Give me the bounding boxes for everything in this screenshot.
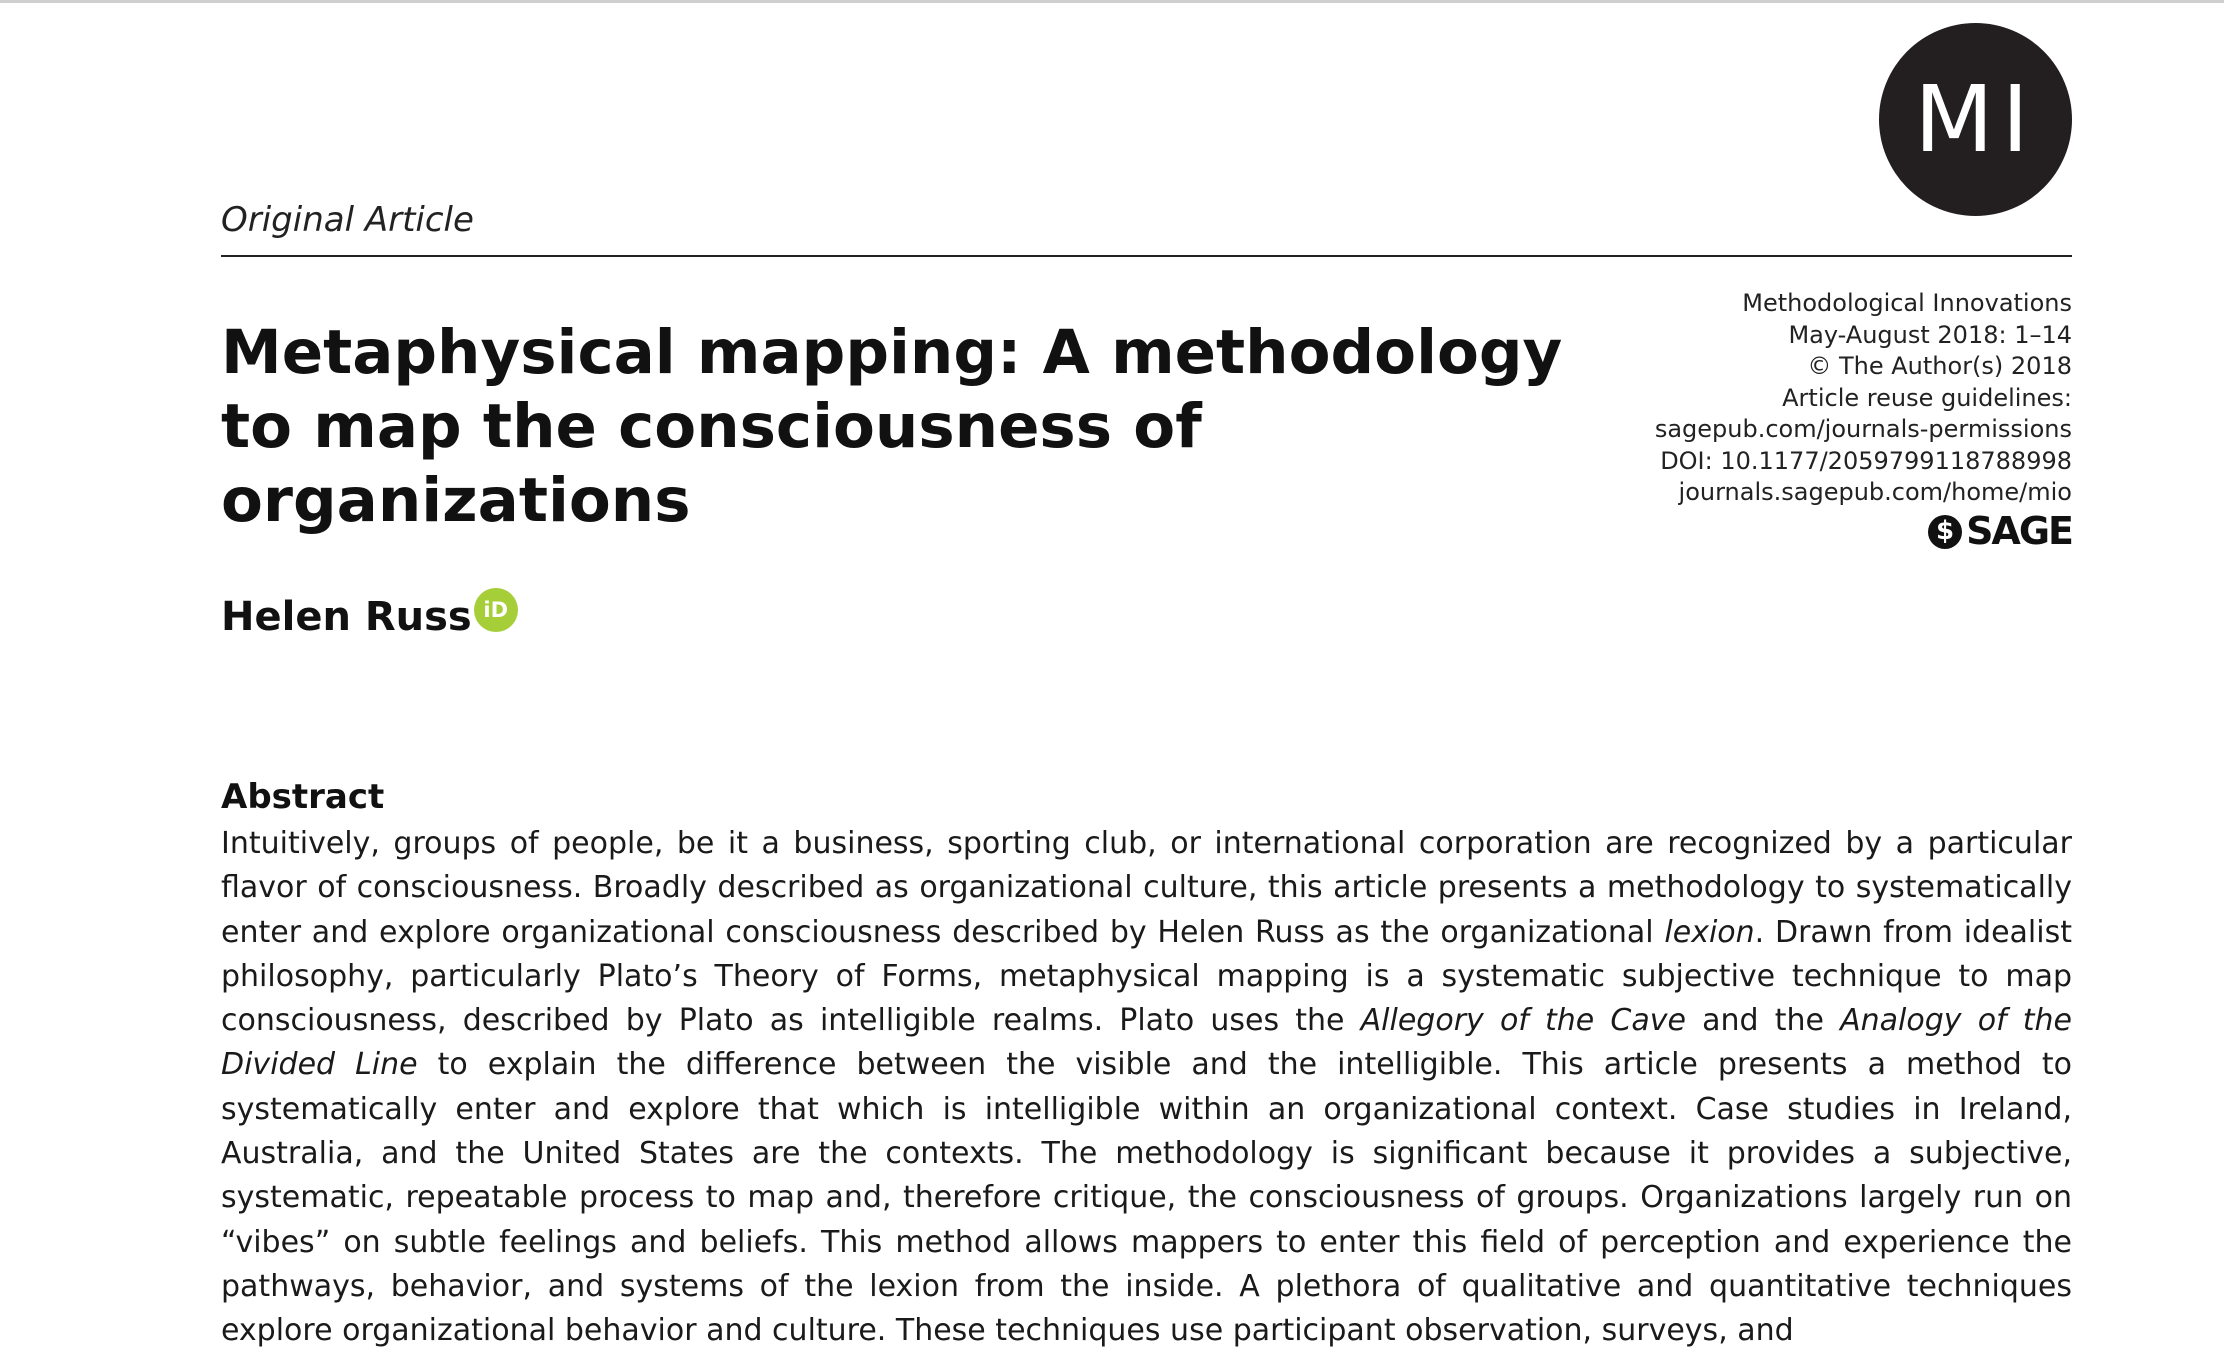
copyright-notice: © The Author(s) 2018 xyxy=(1807,352,2072,380)
abstract-text: and the xyxy=(1685,1003,1841,1039)
abstract-emphasis-divided-line: Analogy of the Divided Line xyxy=(221,1003,2072,1083)
author-line xyxy=(221,594,518,640)
sage-logo xyxy=(1552,508,2072,553)
journal-homepage-link[interactable]: journals.sagepub.com/home/mio xyxy=(1678,478,2072,506)
abstract-text: to explain the difference between the visible and the intelligible. This article presents a method to systematically enter and explore that which is intelligible within an organizational context. Case studies in Ireland, Australia, and the United States are the contexts. The methodology is significant because it provides a subjective, systematic, repeatable process to map and, therefore critique, the consciousness of groups. Organizations largely run on “vibes” on subtle feelings and beliefs. This method allows mappers to enter this field of perception and experience the pathways, behavior, and systems of the lexion from the inside. A plethora of qualitative and quantitative techniques explore organizational behavior and culture. These techniques use participant observation, surveys, and xyxy=(221,1047,2072,1349)
orcid-icon-text: iD xyxy=(483,598,509,622)
article-title: Metaphysical mapping: A methodology to map the consciousness of organizations xyxy=(221,317,1563,536)
sage-dollar-s-icon: $ xyxy=(1928,515,1962,549)
abstract-heading: Abstract xyxy=(221,777,385,817)
article-type-label: Original Article xyxy=(221,200,474,240)
author-name[interactable]: Helen Russ xyxy=(221,594,472,640)
doi-link[interactable]: DOI: 10.1177/2059799118788998 xyxy=(1660,446,2072,475)
header-divider xyxy=(221,255,2072,257)
abstract-emphasis-allegory: Allegory of the Cave xyxy=(1360,1003,1686,1039)
abstract-body xyxy=(221,822,2072,1349)
journal-name: Methodological Innovations xyxy=(1742,289,2072,317)
journal-logo-icon xyxy=(1879,23,2072,216)
orcid-icon[interactable] xyxy=(474,588,518,632)
abstract-text: Intuitively, groups of people, be it a business, sporting club, or international corporation are recognized by a particular flavor of consciousness. Broadly described as organizational culture, this article presents a methodology to systematically enter and explore organizational consciousness described by Helen Russ as the organizational xyxy=(221,826,2072,950)
top-edge-rule xyxy=(0,0,2224,3)
issue-pages: May-August 2018: 1–14 xyxy=(1788,320,2072,349)
abstract-emphasis-lexion: lexion xyxy=(1664,914,1755,950)
abstract-text: . Drawn from idealist philosophy, particularly Plato’s Theory of Forms, metaphysical mapping is a systematic subjective technique to map consciousness, described by Plato as intelligible realms. Plato uses the xyxy=(221,914,2072,1039)
journal-logo-text: MI xyxy=(1914,66,2037,173)
reuse-guidelines-label: Article reuse guidelines: xyxy=(1782,383,2072,412)
reuse-guidelines-link[interactable]: sagepub.com/journals-permissions xyxy=(1654,415,2072,443)
sage-logo-text: SAGE xyxy=(1966,508,2072,553)
journal-metadata xyxy=(1552,288,2072,553)
